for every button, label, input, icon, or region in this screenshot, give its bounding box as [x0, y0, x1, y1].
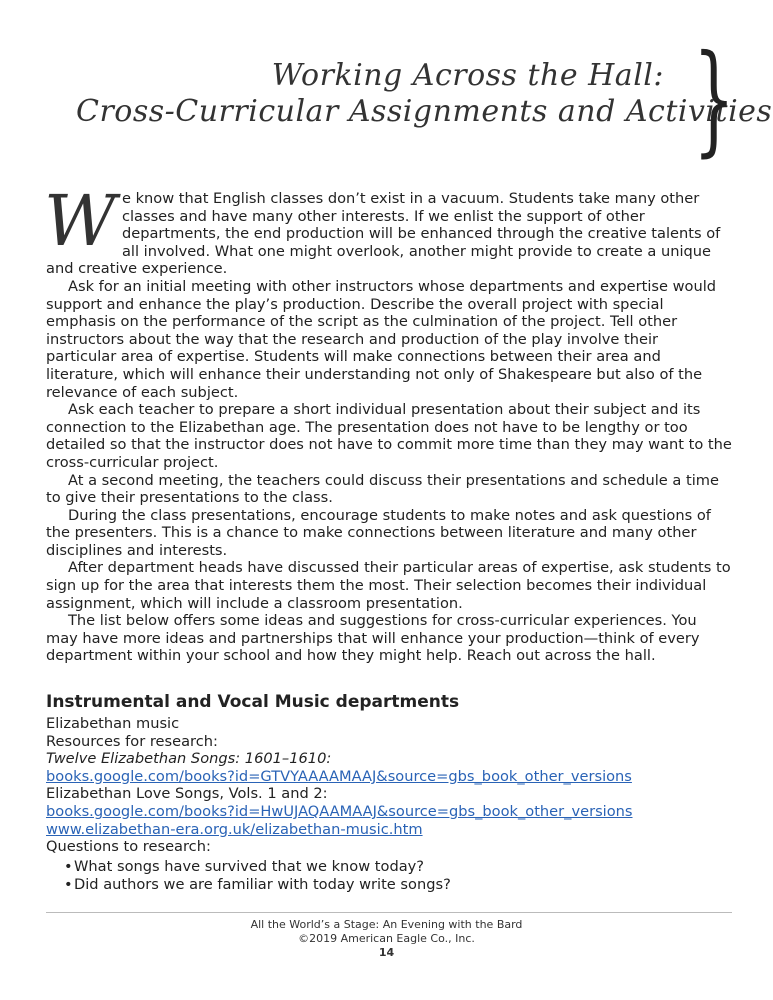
- drop-cap: W: [44, 180, 116, 262]
- questions-label: Questions to research:: [46, 838, 211, 856]
- bullet-icon: •: [64, 857, 73, 875]
- intro-paragraph-4: At a second meeting, the teachers could discuss their presentations and schedule a time to give their presentations to the class.: [46, 471, 719, 507]
- book1-title: Twelve Elizabethan Songs: 1601–1610:: [46, 750, 332, 768]
- section-heading: Instrumental and Vocal Music departments: [46, 692, 460, 712]
- intro-paragraph-1-text: e know that English classes don’t exist in a vacuum. Students take many other classes and have many other interests. If we enlist the support of other departments, the end production will be enhanced through the creative talents of all involved. What one might overlook, another might provide to create a unique and creative experience.: [46, 190, 721, 278]
- resources-label: Resources for research:: [46, 732, 218, 750]
- music-section: [46, 692, 732, 894]
- book1-link[interactable]: books.google.com/books?id=GTVYAAAAMAAJ&source=gbs_book_other_versions: [46, 767, 632, 785]
- page-footer: [0, 918, 773, 960]
- title-line-1: Working Across the Hall:: [271, 58, 664, 93]
- decorative-brace: }: [693, 30, 735, 169]
- footer-book-title: All the World’s a Stage: An Evening with the Bard: [250, 918, 523, 931]
- intro-paragraph-7: The list below offers some ideas and suggestions for cross-curricular experiences. You may have more ideas and partnerships that will enhance your production—think of every department within your school and how they might help. Reach out across the hall.: [46, 612, 700, 665]
- page-title: [40, 58, 773, 130]
- intro-paragraph-3: Ask each teacher to prepare a short individual presentation about their subject and its connection to the Elizabethan age. The presentation does not have to be lengthy or too detailed so that the instructor does not have to commit more time than they may want to the cross-curricular project.: [46, 401, 732, 471]
- book2-title: Elizabethan Love Songs, Vols. 1 and 2:: [46, 785, 328, 803]
- intro-paragraph-1: [44, 180, 732, 278]
- list-item: [64, 876, 732, 894]
- intro-paragraph-5: During the class presentations, encourage students to make notes and ask questions of the presenters. This is a chance to make connections between literature and many other disciplines and interests.: [46, 506, 711, 559]
- book2-link[interactable]: books.google.com/books?id=HwUJAQAAMAAJ&source=gbs_book_other_versions: [46, 802, 633, 820]
- intro-paragraph-6: After department heads have discussed their particular areas of expertise, ask students to sign up for the area that interests them the most. Their selection becomes their individual assignment, which will include a classroom presentation.: [46, 559, 731, 612]
- footer-divider: [46, 912, 732, 913]
- question-text: What songs have survived that we know today?: [74, 857, 425, 875]
- intro-paragraph-2: Ask for an initial meeting with other instructors whose departments and expertise would support and enhance the play’s production. Describe the overall project with special emphasis on the performance of the script as the culmination of the project. Tell other instructors about the way that the research and production of the play involve their particular area of expertise. Students will make connections between their area and literature, which will enhance their understanding not only of Shakespeare but also of the relevance of each subject.: [46, 277, 717, 401]
- list-item: [64, 858, 732, 876]
- questions-list: [46, 858, 732, 894]
- section-topic: Elizabethan music: [46, 715, 180, 732]
- elizabethan-music-site-link[interactable]: www.elizabethan-era.org.uk/elizabethan-music.htm: [46, 820, 423, 838]
- page-number: 14: [378, 946, 395, 959]
- footer-copyright: ©2019 American Eagle Co., Inc.: [298, 932, 475, 945]
- question-text: Did authors we are familiar with today write songs?: [74, 875, 451, 893]
- bullet-icon: •: [64, 875, 73, 893]
- intro-body: [44, 180, 732, 665]
- title-line-2: Cross-Curricular Assignments and Activities: [76, 94, 773, 129]
